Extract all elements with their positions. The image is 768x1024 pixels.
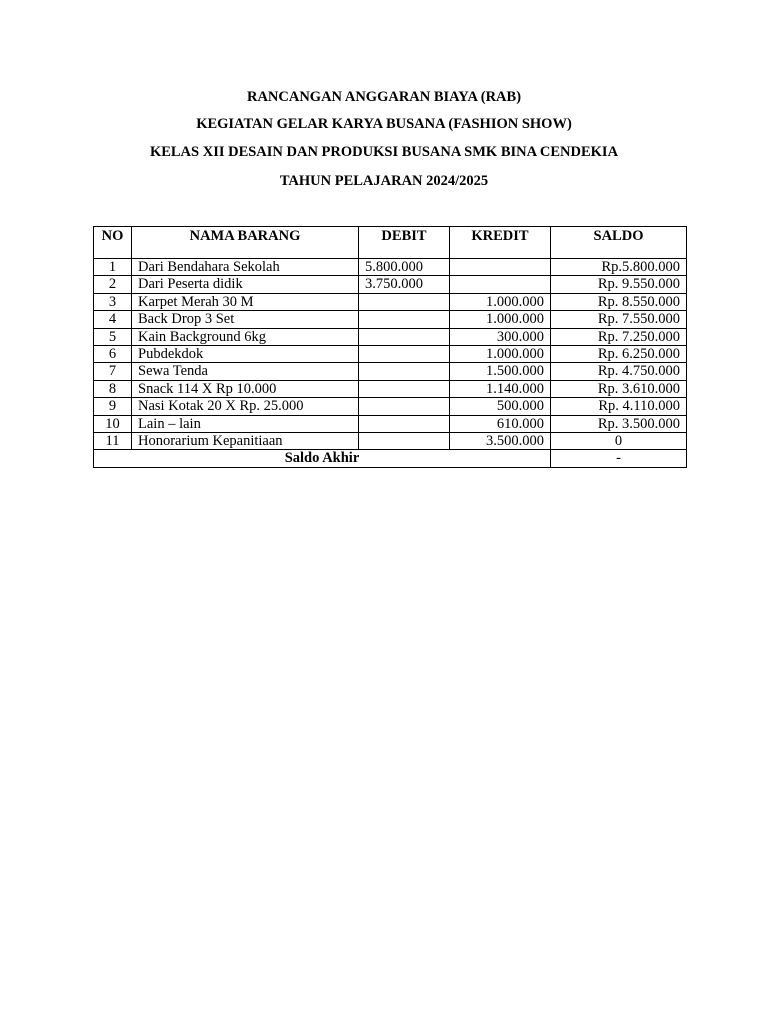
cell-debit <box>359 433 450 450</box>
event-title: KEGIATAN GELAR KARYA BUSANA (FASHION SHOW) <box>196 116 572 132</box>
table-row <box>94 380 687 397</box>
cell-name: Snack 114 X Rp 10.000 <box>132 380 359 397</box>
cell-saldo: Rp. 7.550.000 <box>551 311 687 328</box>
cell-debit: 3.750.000 <box>359 276 450 293</box>
cell-no: 10 <box>94 415 132 432</box>
cell-name: Back Drop 3 Set <box>132 311 359 328</box>
cell-name: Nasi Kotak 20 X Rp. 25.000 <box>132 398 359 415</box>
cell-no: 5 <box>94 328 132 345</box>
column-header-no: NO <box>94 227 132 259</box>
table-row <box>94 276 687 293</box>
cell-debit <box>359 415 450 432</box>
cell-saldo: 0 <box>551 433 687 450</box>
cell-saldo: Rp. 4.110.000 <box>551 398 687 415</box>
cell-no: 7 <box>94 363 132 380</box>
cell-saldo: Rp. 6.250.000 <box>551 346 687 363</box>
table-row <box>94 328 687 345</box>
table-row <box>94 293 687 310</box>
cell-no: 3 <box>94 293 132 310</box>
table-row <box>94 311 687 328</box>
cell-kredit: 1.140.000 <box>450 380 551 397</box>
cell-no: 6 <box>94 346 132 363</box>
cell-debit <box>359 346 450 363</box>
cell-no: 2 <box>94 276 132 293</box>
academic-year-title: TAHUN PELAJARAN 2024/2025 <box>279 173 489 189</box>
final-balance-label: Saldo Akhir <box>94 450 551 467</box>
table-header-row <box>94 227 687 259</box>
cell-kredit <box>450 259 551 276</box>
cell-name: Dari Bendahara Sekolah <box>132 259 359 276</box>
table-row <box>94 398 687 415</box>
cell-no: 4 <box>94 311 132 328</box>
cell-name: Pubdekdok <box>132 346 359 363</box>
cell-debit <box>359 328 450 345</box>
cell-no: 11 <box>94 433 132 450</box>
cell-kredit: 1.000.000 <box>450 311 551 328</box>
cell-kredit: 1.500.000 <box>450 363 551 380</box>
cell-debit <box>359 380 450 397</box>
total-row <box>94 450 687 467</box>
cell-saldo: Rp. 8.550.000 <box>551 293 687 310</box>
cell-kredit: 500.000 <box>450 398 551 415</box>
class-school-title: KELAS XII DESAIN DAN PRODUKSI BUSANA SMK BINA CENDEKIA <box>149 144 619 160</box>
cell-saldo: Rp. 3.500.000 <box>551 415 687 432</box>
column-header-kredit: KREDIT <box>450 227 551 259</box>
cell-name: Karpet Merah 30 M <box>132 293 359 310</box>
final-balance-value: - <box>551 450 687 467</box>
cell-debit <box>359 363 450 380</box>
cell-kredit: 300.000 <box>450 328 551 345</box>
cell-name: Honorarium Kepanitiaan <box>132 433 359 450</box>
budget-table <box>93 226 687 468</box>
column-header-saldo: SALDO <box>551 227 687 259</box>
cell-name: Dari Peserta didik <box>132 276 359 293</box>
cell-debit <box>359 311 450 328</box>
cell-debit <box>359 398 450 415</box>
cell-name: Lain – lain <box>132 415 359 432</box>
column-header-debit: DEBIT <box>359 227 450 259</box>
table-row <box>94 346 687 363</box>
cell-saldo: Rp. 7.250.000 <box>551 328 687 345</box>
cell-kredit: 3.500.000 <box>450 433 551 450</box>
table-row <box>94 415 687 432</box>
cell-name: Kain Background 6kg <box>132 328 359 345</box>
cell-kredit: 610.000 <box>450 415 551 432</box>
cell-saldo: Rp. 9.550.000 <box>551 276 687 293</box>
cell-debit <box>359 293 450 310</box>
cell-kredit: 1.000.000 <box>450 293 551 310</box>
cell-debit: 5.800.000 <box>359 259 450 276</box>
document-title: RANCANGAN ANGGARAN BIAYA (RAB) <box>246 89 522 105</box>
table-row <box>94 433 687 450</box>
cell-no: 9 <box>94 398 132 415</box>
table-row <box>94 259 687 276</box>
cell-kredit: 1.000.000 <box>450 346 551 363</box>
cell-no: 8 <box>94 380 132 397</box>
cell-saldo: Rp.5.800.000 <box>551 259 687 276</box>
cell-no: 1 <box>94 259 132 276</box>
cell-saldo: Rp. 3.610.000 <box>551 380 687 397</box>
column-header-nama-barang: NAMA BARANG <box>132 227 359 259</box>
cell-name: Sewa Tenda <box>132 363 359 380</box>
cell-saldo: Rp. 4.750.000 <box>551 363 687 380</box>
table-row <box>94 363 687 380</box>
cell-kredit <box>450 276 551 293</box>
